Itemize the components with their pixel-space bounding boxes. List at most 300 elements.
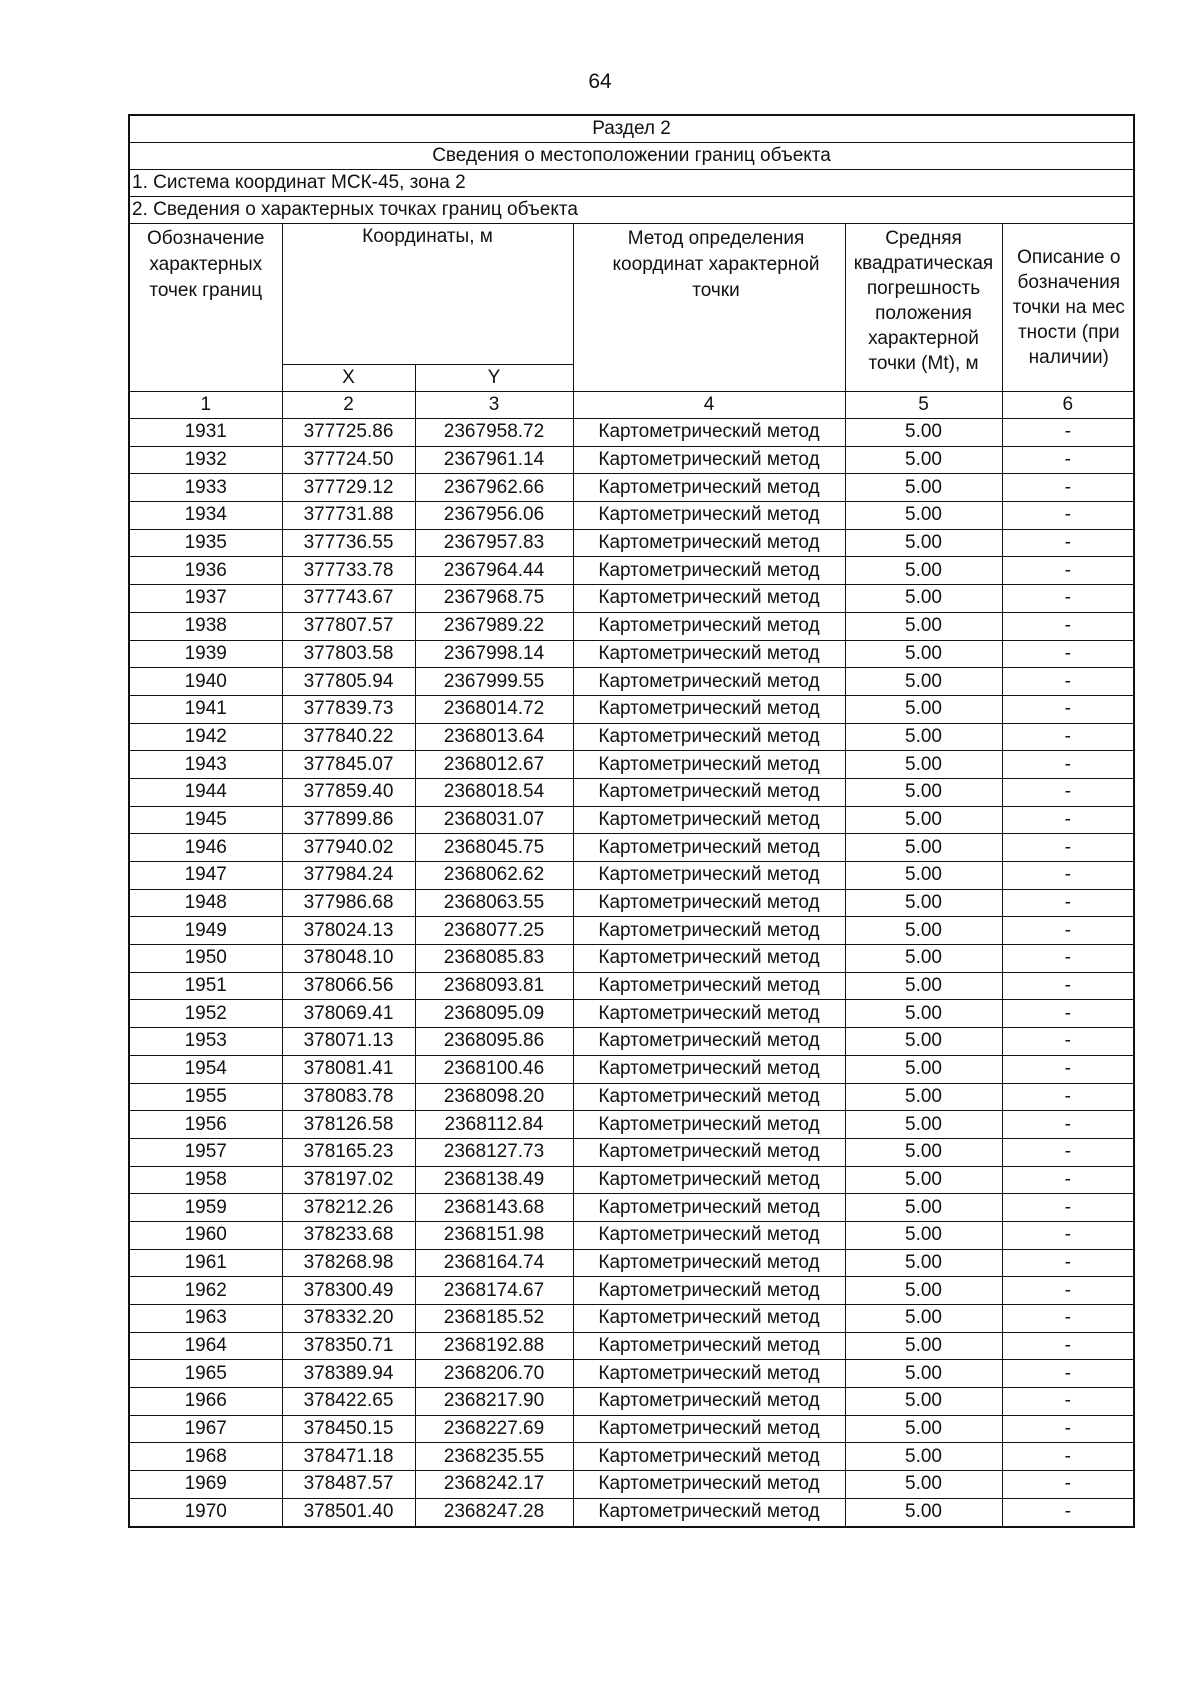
table-row: [129, 751, 1134, 779]
point-number-cell: 1934: [129, 502, 282, 530]
table-row: [129, 1305, 1134, 1333]
page-number: 64: [588, 70, 612, 93]
coord-y-cell: 2368098.20: [415, 1083, 573, 1111]
point-number-cell: 1958: [129, 1166, 282, 1194]
error-mt-cell: 5.00: [845, 668, 1002, 696]
error-mt-cell: 5.00: [845, 585, 1002, 613]
error-mt-cell: 5.00: [845, 1166, 1002, 1194]
coord-x-cell: 378332.20: [282, 1305, 415, 1333]
description-cell: -: [1002, 1083, 1134, 1111]
error-mt-cell: 5.00: [845, 917, 1002, 945]
point-number-cell: 1965: [129, 1360, 282, 1388]
description-cell: -: [1002, 1028, 1134, 1056]
method-cell: Картометрический метод: [573, 889, 845, 917]
point-number-cell: 1944: [129, 778, 282, 806]
method-cell: Картометрический метод: [573, 1138, 845, 1166]
coord-x-cell: 378081.41: [282, 1055, 415, 1083]
coord-x-cell: 377803.58: [282, 640, 415, 668]
error-mt-cell: 5.00: [845, 529, 1002, 557]
error-mt-cell: 5.00: [845, 1194, 1002, 1222]
point-number-cell: 1969: [129, 1471, 282, 1499]
header-coordinates: Координаты, м: [282, 224, 573, 365]
method-cell: Картометрический метод: [573, 862, 845, 890]
method-cell: Картометрический метод: [573, 668, 845, 696]
coord-y-cell: 2368031.07: [415, 806, 573, 834]
description-cell: -: [1002, 806, 1134, 834]
description-cell: -: [1002, 529, 1134, 557]
column-number: 2: [282, 392, 415, 419]
coord-y-cell: 2368247.28: [415, 1498, 573, 1526]
table-row: [129, 446, 1134, 474]
coord-y-cell: 2368095.86: [415, 1028, 573, 1056]
error-mt-cell: 5.00: [845, 889, 1002, 917]
coord-y-cell: 2368062.62: [415, 862, 573, 890]
coord-x-cell: 378069.41: [282, 1000, 415, 1028]
point-number-cell: 1949: [129, 917, 282, 945]
header-point-designation: Обозначение характерных точек границ: [129, 224, 282, 392]
error-mt-cell: 5.00: [845, 557, 1002, 585]
coord-x-cell: 378268.98: [282, 1249, 415, 1277]
point-number-cell: 1966: [129, 1388, 282, 1416]
coord-x-cell: 378066.56: [282, 972, 415, 1000]
error-mt-cell: 5.00: [845, 1305, 1002, 1333]
point-number-cell: 1940: [129, 668, 282, 696]
description-cell: -: [1002, 1415, 1134, 1443]
header-method: Метод определения координат характерной точки: [573, 224, 845, 392]
table-body: [129, 419, 1134, 1527]
coord-x-cell: 377743.67: [282, 585, 415, 613]
point-number-cell: 1935: [129, 529, 282, 557]
error-mt-cell: 5.00: [845, 1111, 1002, 1139]
coord-x-cell: 377805.94: [282, 668, 415, 696]
table-row: [129, 1277, 1134, 1305]
error-mt-cell: 5.00: [845, 1332, 1002, 1360]
coord-y-cell: 2368217.90: [415, 1388, 573, 1416]
error-mt-cell: 5.00: [845, 1443, 1002, 1471]
method-cell: Картометрический метод: [573, 585, 845, 613]
table-row: [129, 1083, 1134, 1111]
method-cell: Картометрический метод: [573, 446, 845, 474]
description-cell: -: [1002, 474, 1134, 502]
coord-y-cell: 2368192.88: [415, 1332, 573, 1360]
coord-x-cell: 377736.55: [282, 529, 415, 557]
column-number: 1: [129, 392, 282, 419]
method-cell: Картометрический метод: [573, 972, 845, 1000]
table-row: [129, 668, 1134, 696]
table-row: [129, 529, 1134, 557]
coordinate-system-line: 1. Система координат МСК-45, зона 2: [129, 170, 1134, 197]
error-mt-cell: 5.00: [845, 751, 1002, 779]
coord-x-cell: 377807.57: [282, 612, 415, 640]
method-cell: Картометрический метод: [573, 834, 845, 862]
coord-x-cell: 378024.13: [282, 917, 415, 945]
coord-x-cell: 377940.02: [282, 834, 415, 862]
point-number-cell: 1931: [129, 419, 282, 447]
description-cell: -: [1002, 419, 1134, 447]
description-cell: -: [1002, 723, 1134, 751]
table-row: [129, 557, 1134, 585]
method-cell: Картометрический метод: [573, 474, 845, 502]
table-row: [129, 1443, 1134, 1471]
error-mt-cell: 5.00: [845, 778, 1002, 806]
description-cell: -: [1002, 1249, 1134, 1277]
coord-x-cell: 378071.13: [282, 1028, 415, 1056]
boundary-points-table: [128, 114, 1135, 1528]
description-cell: -: [1002, 862, 1134, 890]
coord-y-cell: 2368063.55: [415, 889, 573, 917]
point-number-cell: 1939: [129, 640, 282, 668]
table-row: [129, 1138, 1134, 1166]
description-cell: -: [1002, 1305, 1134, 1333]
point-number-cell: 1956: [129, 1111, 282, 1139]
coord-x-cell: 378197.02: [282, 1166, 415, 1194]
table-row: [129, 1471, 1134, 1499]
method-cell: Картометрический метод: [573, 1000, 845, 1028]
coord-x-cell: 378389.94: [282, 1360, 415, 1388]
error-mt-cell: 5.00: [845, 1000, 1002, 1028]
column-numbers-row: [129, 392, 1134, 419]
table-row: [129, 834, 1134, 862]
method-cell: Картометрический метод: [573, 529, 845, 557]
description-cell: -: [1002, 1443, 1134, 1471]
table-row: [129, 723, 1134, 751]
coord-x-cell: 378083.78: [282, 1083, 415, 1111]
error-mt-cell: 5.00: [845, 1221, 1002, 1249]
error-mt-cell: 5.00: [845, 1083, 1002, 1111]
coord-y-cell: 2367958.72: [415, 419, 573, 447]
method-cell: Картометрический метод: [573, 1471, 845, 1499]
column-number: 5: [845, 392, 1002, 419]
coord-y-cell: 2368242.17: [415, 1471, 573, 1499]
table-row: [129, 1249, 1134, 1277]
coord-y-cell: 2367962.66: [415, 474, 573, 502]
table-row: [129, 1166, 1134, 1194]
coord-y-cell: 2368018.54: [415, 778, 573, 806]
error-mt-cell: 5.00: [845, 446, 1002, 474]
method-cell: Картометрический метод: [573, 723, 845, 751]
point-number-cell: 1960: [129, 1221, 282, 1249]
point-number-cell: 1945: [129, 806, 282, 834]
coord-x-cell: 377986.68: [282, 889, 415, 917]
method-cell: Картометрический метод: [573, 1111, 845, 1139]
point-number-cell: 1951: [129, 972, 282, 1000]
coord-y-cell: 2368093.81: [415, 972, 573, 1000]
error-mt-cell: 5.00: [845, 945, 1002, 973]
point-number-cell: 1933: [129, 474, 282, 502]
points-info-line: 2. Сведения о характерных точках границ объекта: [129, 197, 1134, 224]
table-row: [129, 889, 1134, 917]
method-cell: Картометрический метод: [573, 1055, 845, 1083]
description-cell: -: [1002, 1221, 1134, 1249]
header-description: Описание обозначения точки на местности (при наличии): [1002, 224, 1134, 392]
table-row: [129, 778, 1134, 806]
coord-y-cell: 2368143.68: [415, 1194, 573, 1222]
method-cell: Картометрический метод: [573, 695, 845, 723]
coord-x-cell: 378126.58: [282, 1111, 415, 1139]
coord-x-cell: 378501.40: [282, 1498, 415, 1526]
table-row: [129, 640, 1134, 668]
coord-y-cell: 2367956.06: [415, 502, 573, 530]
coord-x-cell: 377899.86: [282, 806, 415, 834]
description-cell: -: [1002, 640, 1134, 668]
description-cell: -: [1002, 612, 1134, 640]
coord-x-cell: 378350.71: [282, 1332, 415, 1360]
table-row: [129, 695, 1134, 723]
method-cell: Картометрический метод: [573, 1443, 845, 1471]
coord-y-cell: 2368045.75: [415, 834, 573, 862]
table-row: [129, 1498, 1134, 1526]
coord-y-cell: 2368014.72: [415, 695, 573, 723]
point-number-cell: 1964: [129, 1332, 282, 1360]
method-cell: Картометрический метод: [573, 1277, 845, 1305]
description-cell: -: [1002, 1471, 1134, 1499]
table-row: [129, 1028, 1134, 1056]
error-mt-cell: 5.00: [845, 1415, 1002, 1443]
error-mt-cell: 5.00: [845, 972, 1002, 1000]
method-cell: Картометрический метод: [573, 1305, 845, 1333]
description-cell: -: [1002, 557, 1134, 585]
coord-y-cell: 2368112.84: [415, 1111, 573, 1139]
coord-x-cell: 377840.22: [282, 723, 415, 751]
error-mt-cell: 5.00: [845, 612, 1002, 640]
coord-y-cell: 2367968.75: [415, 585, 573, 613]
point-number-cell: 1936: [129, 557, 282, 585]
method-cell: Картометрический метод: [573, 1083, 845, 1111]
coord-y-cell: 2368085.83: [415, 945, 573, 973]
error-mt-cell: 5.00: [845, 1138, 1002, 1166]
table-row: [129, 1415, 1134, 1443]
coord-x-cell: 377731.88: [282, 502, 415, 530]
point-number-cell: 1938: [129, 612, 282, 640]
coord-y-cell: 2368227.69: [415, 1415, 573, 1443]
point-number-cell: 1937: [129, 585, 282, 613]
table-row: [129, 1194, 1134, 1222]
section-title: Раздел 2: [129, 115, 1134, 143]
coord-x-cell: 377859.40: [282, 778, 415, 806]
method-cell: Картометрический метод: [573, 1221, 845, 1249]
error-mt-cell: 5.00: [845, 862, 1002, 890]
coord-y-cell: 2368077.25: [415, 917, 573, 945]
error-mt-cell: 5.00: [845, 1055, 1002, 1083]
coord-x-cell: 378471.18: [282, 1443, 415, 1471]
method-cell: Картометрический метод: [573, 1194, 845, 1222]
header-error: Средняя квадратическая погрешность положения характерной точки (Mt), м: [845, 224, 1002, 392]
description-cell: -: [1002, 502, 1134, 530]
table-row: [129, 419, 1134, 447]
coord-y-cell: 2368012.67: [415, 751, 573, 779]
method-cell: Картометрический метод: [573, 1249, 845, 1277]
table-row: [129, 1332, 1134, 1360]
table-row: [129, 1360, 1134, 1388]
description-cell: -: [1002, 945, 1134, 973]
point-number-cell: 1941: [129, 695, 282, 723]
description-cell: -: [1002, 1277, 1134, 1305]
point-number-cell: 1942: [129, 723, 282, 751]
point-number-cell: 1950: [129, 945, 282, 973]
coord-x-cell: 377729.12: [282, 474, 415, 502]
description-cell: -: [1002, 1194, 1134, 1222]
error-mt-cell: 5.00: [845, 723, 1002, 751]
error-mt-cell: 5.00: [845, 834, 1002, 862]
coord-x-cell: 377725.86: [282, 419, 415, 447]
error-mt-cell: 5.00: [845, 640, 1002, 668]
method-cell: Картометрический метод: [573, 1332, 845, 1360]
section-subtitle: Сведения о местоположении границ объекта: [129, 143, 1134, 170]
point-number-cell: 1968: [129, 1443, 282, 1471]
description-cell: -: [1002, 778, 1134, 806]
coord-x-cell: 377984.24: [282, 862, 415, 890]
description-cell: -: [1002, 889, 1134, 917]
table-row: [129, 945, 1134, 973]
point-number-cell: 1967: [129, 1415, 282, 1443]
method-cell: Картометрический метод: [573, 806, 845, 834]
column-number: 4: [573, 392, 845, 419]
point-number-cell: 1953: [129, 1028, 282, 1056]
coord-x-cell: 378487.57: [282, 1471, 415, 1499]
point-number-cell: 1943: [129, 751, 282, 779]
coord-y-cell: 2368235.55: [415, 1443, 573, 1471]
description-cell: -: [1002, 1138, 1134, 1166]
method-cell: Картометрический метод: [573, 419, 845, 447]
coord-y-cell: 2368164.74: [415, 1249, 573, 1277]
coord-y-cell: 2368151.98: [415, 1221, 573, 1249]
coord-y-cell: 2367961.14: [415, 446, 573, 474]
table-row: [129, 1111, 1134, 1139]
method-cell: Картометрический метод: [573, 778, 845, 806]
coord-y-cell: 2368127.73: [415, 1138, 573, 1166]
method-cell: Картометрический метод: [573, 1498, 845, 1526]
method-cell: Картометрический метод: [573, 1415, 845, 1443]
method-cell: Картометрический метод: [573, 751, 845, 779]
error-mt-cell: 5.00: [845, 419, 1002, 447]
point-number-cell: 1961: [129, 1249, 282, 1277]
method-cell: Картометрический метод: [573, 502, 845, 530]
table-row: [129, 1055, 1134, 1083]
coord-x-cell: 378422.65: [282, 1388, 415, 1416]
method-cell: Картометрический метод: [573, 1388, 845, 1416]
description-cell: -: [1002, 917, 1134, 945]
description-cell: -: [1002, 1166, 1134, 1194]
point-number-cell: 1959: [129, 1194, 282, 1222]
coord-y-cell: 2368095.09: [415, 1000, 573, 1028]
header-y: Y: [415, 365, 573, 392]
description-cell: -: [1002, 972, 1134, 1000]
point-number-cell: 1947: [129, 862, 282, 890]
table-row: [129, 612, 1134, 640]
coord-x-cell: 377839.73: [282, 695, 415, 723]
coord-y-cell: 2367998.14: [415, 640, 573, 668]
error-mt-cell: 5.00: [845, 806, 1002, 834]
coord-x-cell: 377724.50: [282, 446, 415, 474]
coord-y-cell: 2368174.67: [415, 1277, 573, 1305]
coord-y-cell: 2368013.64: [415, 723, 573, 751]
coord-x-cell: 378300.49: [282, 1277, 415, 1305]
point-number-cell: 1957: [129, 1138, 282, 1166]
error-mt-cell: 5.00: [845, 1249, 1002, 1277]
point-number-cell: 1952: [129, 1000, 282, 1028]
method-cell: Картометрический метод: [573, 917, 845, 945]
coord-y-cell: 2367957.83: [415, 529, 573, 557]
table-row: [129, 1000, 1134, 1028]
description-cell: -: [1002, 446, 1134, 474]
description-cell: -: [1002, 1055, 1134, 1083]
description-cell: -: [1002, 1332, 1134, 1360]
description-cell: -: [1002, 1360, 1134, 1388]
table-row: [129, 1388, 1134, 1416]
column-number: 6: [1002, 392, 1134, 419]
description-cell: -: [1002, 751, 1134, 779]
description-cell: -: [1002, 1498, 1134, 1526]
coord-y-cell: 2368138.49: [415, 1166, 573, 1194]
error-mt-cell: 5.00: [845, 1028, 1002, 1056]
method-cell: Картометрический метод: [573, 1166, 845, 1194]
description-cell: -: [1002, 834, 1134, 862]
coord-y-cell: 2368100.46: [415, 1055, 573, 1083]
error-mt-cell: 5.00: [845, 1388, 1002, 1416]
coord-x-cell: 378212.26: [282, 1194, 415, 1222]
error-mt-cell: 5.00: [845, 1471, 1002, 1499]
coord-x-cell: 378048.10: [282, 945, 415, 973]
point-number-cell: 1948: [129, 889, 282, 917]
coord-y-cell: 2368206.70: [415, 1360, 573, 1388]
coord-x-cell: 377845.07: [282, 751, 415, 779]
description-cell: -: [1002, 1388, 1134, 1416]
method-cell: Картометрический метод: [573, 945, 845, 973]
point-number-cell: 1963: [129, 1305, 282, 1333]
point-number-cell: 1955: [129, 1083, 282, 1111]
table-row: [129, 862, 1134, 890]
description-cell: -: [1002, 1111, 1134, 1139]
error-mt-cell: 5.00: [845, 695, 1002, 723]
header-x: X: [282, 365, 415, 392]
coord-y-cell: 2367989.22: [415, 612, 573, 640]
coord-x-cell: 378233.68: [282, 1221, 415, 1249]
column-number: 3: [415, 392, 573, 419]
error-mt-cell: 5.00: [845, 1360, 1002, 1388]
method-cell: Картометрический метод: [573, 1028, 845, 1056]
error-mt-cell: 5.00: [845, 1277, 1002, 1305]
coord-x-cell: 378450.15: [282, 1415, 415, 1443]
coord-y-cell: 2367964.44: [415, 557, 573, 585]
coord-x-cell: 378165.23: [282, 1138, 415, 1166]
method-cell: Картометрический метод: [573, 557, 845, 585]
error-mt-cell: 5.00: [845, 502, 1002, 530]
table-row: [129, 502, 1134, 530]
table-row: [129, 585, 1134, 613]
table-row: [129, 1221, 1134, 1249]
coord-y-cell: 2367999.55: [415, 668, 573, 696]
point-number-cell: 1962: [129, 1277, 282, 1305]
description-cell: -: [1002, 695, 1134, 723]
table-row: [129, 806, 1134, 834]
table-row: [129, 972, 1134, 1000]
description-cell: -: [1002, 1000, 1134, 1028]
point-number-cell: 1946: [129, 834, 282, 862]
table-row: [129, 474, 1134, 502]
description-cell: -: [1002, 668, 1134, 696]
point-number-cell: 1970: [129, 1498, 282, 1526]
method-cell: Картометрический метод: [573, 612, 845, 640]
description-cell: -: [1002, 585, 1134, 613]
coord-x-cell: 377733.78: [282, 557, 415, 585]
coord-y-cell: 2368185.52: [415, 1305, 573, 1333]
error-mt-cell: 5.00: [845, 1498, 1002, 1526]
table-row: [129, 917, 1134, 945]
error-mt-cell: 5.00: [845, 474, 1002, 502]
point-number-cell: 1954: [129, 1055, 282, 1083]
method-cell: Картометрический метод: [573, 640, 845, 668]
point-number-cell: 1932: [129, 446, 282, 474]
